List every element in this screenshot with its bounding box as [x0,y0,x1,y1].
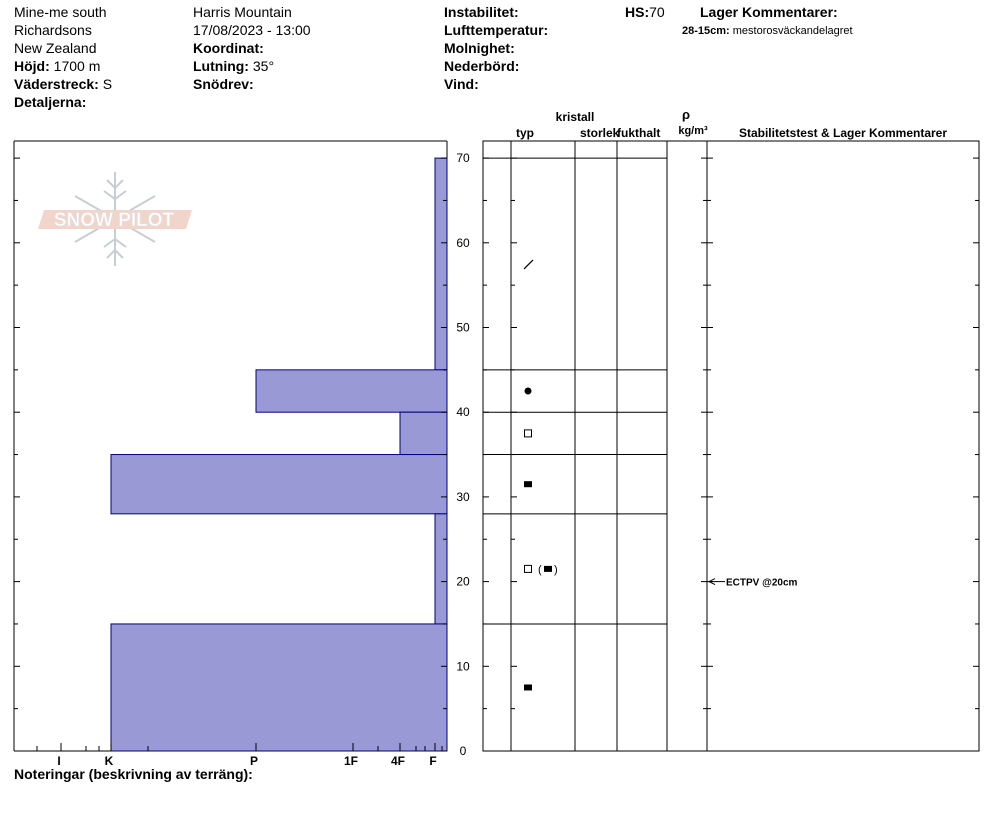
drift-label: Snödrev: [193,76,254,92]
grain-symbol-decomposing [524,260,533,269]
slope-value: 35° [252,58,275,74]
depth-tick-label: 60 [456,235,470,250]
hardness-bar [111,624,447,751]
aspect-value: S [102,76,113,92]
hardness-tick-label: 1F [343,754,359,768]
elevation-label: Höjd: [14,58,50,74]
hardness-tick-label: I [57,754,61,768]
hardness-bar [435,158,447,370]
hardness-bar [111,455,447,514]
depth-tick-label: 0 [459,744,467,758]
density-unit-header: kg/m³ [678,125,708,137]
cloud-label: Molnighet: [444,40,515,56]
area-name: Richardsons [14,22,92,38]
wind-label: Vind: [444,76,479,92]
slope-label: Lutning: [193,58,249,74]
depth-axis [456,151,470,758]
stability-header: Stabilitetstest & Lager Kommentarer [738,126,948,140]
layer-comment-text: mestorosväckandelagret [732,25,853,37]
grain-symbol-secondary [544,566,552,572]
hs-label: HS: [625,4,650,20]
grain-symbol-solid [524,481,532,487]
hardness-tick-label: P [249,754,259,768]
instability-label: Instabilitet: [444,4,519,20]
grain-symbol-paren-open: ( [538,563,542,576]
moisture-header: fukthalt [617,126,661,140]
coordinate-label: Koordinat: [193,40,264,56]
aspect-label: Väderstreck: [14,76,99,92]
layer-comments-label: Lager Kommentarer: [700,4,838,20]
stability-test-label: ECTPV @20cm [726,577,798,589]
depth-tick-label: 10 [456,659,470,674]
watermark-text: SNOW PILOT [53,210,175,231]
hardness-bar [256,370,447,412]
country-name: New Zealand [14,40,97,56]
crystal-header: kristall [555,110,595,124]
hs-value: 70 [649,4,665,20]
notes-label: Noteringar (beskrivning av terräng): [14,766,253,782]
grain-symbol-rounded [525,388,532,395]
layer-table [483,141,979,751]
hardness-bar [400,412,447,454]
grain-symbol-solid [524,684,532,690]
hardness-tick-label: 4F [390,754,406,768]
type-header: typ [516,126,534,140]
grain-symbols [524,260,558,690]
size-header: storlek [580,126,620,140]
grain-symbol-faceted [525,565,532,572]
depth-tick-label: 50 [456,320,470,335]
grain-symbol-paren-close: ) [554,563,558,576]
stability-tests [709,578,798,589]
elevation-value: 1700 m [53,58,101,74]
depth-tick-label: 70 [456,151,470,166]
depth-tick-label: 30 [456,489,470,504]
grain-symbol-faceted [525,430,532,437]
depth-tick-label: 40 [456,405,470,420]
depth-tick-label: 20 [456,574,470,589]
air-temp-label: Lufttemperatur: [444,22,549,38]
snowpilot-watermark [38,172,192,266]
site-name: Harris Mountain [193,4,292,20]
precip-label: Nederbörd: [444,58,520,74]
hardness-bar [435,514,447,624]
hardness-plot [14,141,447,768]
hardness-tick-label: F [429,754,437,768]
details-label: Detaljerna: [14,94,87,110]
rho-header: ρ [681,107,691,122]
location-name: Mine-me south [14,4,107,20]
hardness-tick-label: K [104,754,114,768]
layer-comment-range: 28-15cm: [682,25,730,37]
hardness-bars [111,158,447,751]
observation-datetime: 17/08/2023 - 13:00 [193,22,311,38]
